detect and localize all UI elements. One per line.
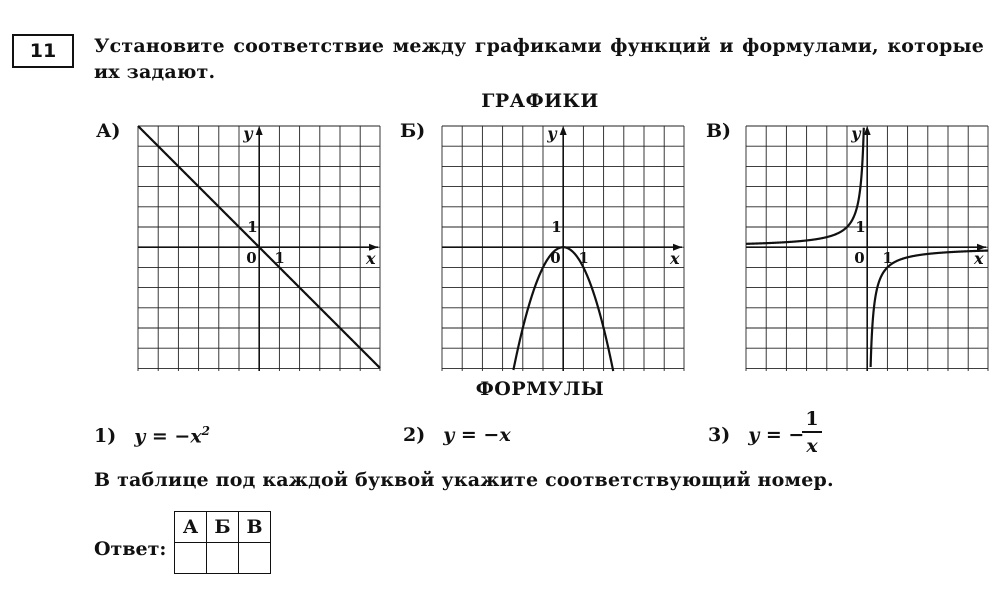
panel-b-label: Б) [400,120,426,142]
y-axis-arrow [256,126,263,135]
answer-table [174,511,271,574]
formula-3-fraction [802,407,822,459]
x-unit-label: 1 [882,249,893,268]
answer-cell-b[interactable] [207,543,239,574]
answer-header-b: Б [207,512,239,543]
task-text: Установите соответствие между графиками функций и формулами, которые их задают. [94,35,984,83]
origin-label: 0 [550,249,561,268]
formula-3-index: 3) [708,424,731,446]
answer-input-row [175,543,271,574]
panel-c-label: В) [706,120,732,142]
formula-2 [403,424,511,446]
formulas-heading: ФОРМУЛЫ [475,378,605,400]
answer-label: Ответ: [94,538,167,560]
task-number: 11 [12,34,74,68]
y-unit-label: 1 [551,218,562,236]
answer-cell-c[interactable] [239,543,271,574]
formula-2-index: 2) [403,424,426,446]
y-axis-label: y [243,124,253,143]
x-unit-label: 1 [274,249,285,268]
graphs-heading: ГРАФИКИ [481,90,599,112]
hyperbola-right-branch [871,251,988,367]
x-axis-label: x [974,249,984,269]
y-axis-label: y [547,124,557,143]
formula-2-expr: y = −x [443,424,511,446]
formula-3-expr: y = − [748,424,805,446]
origin-label: 0 [854,249,865,268]
origin-label: 0 [246,249,257,268]
answer-header-c: В [239,512,271,543]
y-axis-arrow [560,126,567,135]
formula-1-expr: y = −x [134,425,202,448]
formula-1-exponent: 2 [201,424,211,438]
x-axis-label: x [366,249,376,269]
answer-header-a: А [175,512,207,543]
panel-a-label: А) [96,120,121,142]
formula-1-index: 1) [94,425,117,448]
hyperbola-left-branch [746,128,864,244]
y-unit-label: 1 [247,218,258,236]
x-unit-label: 1 [578,249,589,268]
x-axis-label: x [670,249,680,269]
formula-3-numerator: 1 [802,407,822,433]
y-unit-label: 1 [855,218,866,236]
answer-header-row [175,512,271,543]
answer-cell-a[interactable] [175,543,207,574]
graph-b [442,126,684,371]
graph-c [746,126,988,371]
formula-3 [708,424,804,446]
graph-a [138,126,380,371]
formula-3-denominator: x [806,435,818,457]
instruction-text: В таблице под каждой буквой укажите соответствующий номер. [94,469,834,491]
formula-1 [94,424,210,447]
y-axis-label: y [851,124,861,143]
